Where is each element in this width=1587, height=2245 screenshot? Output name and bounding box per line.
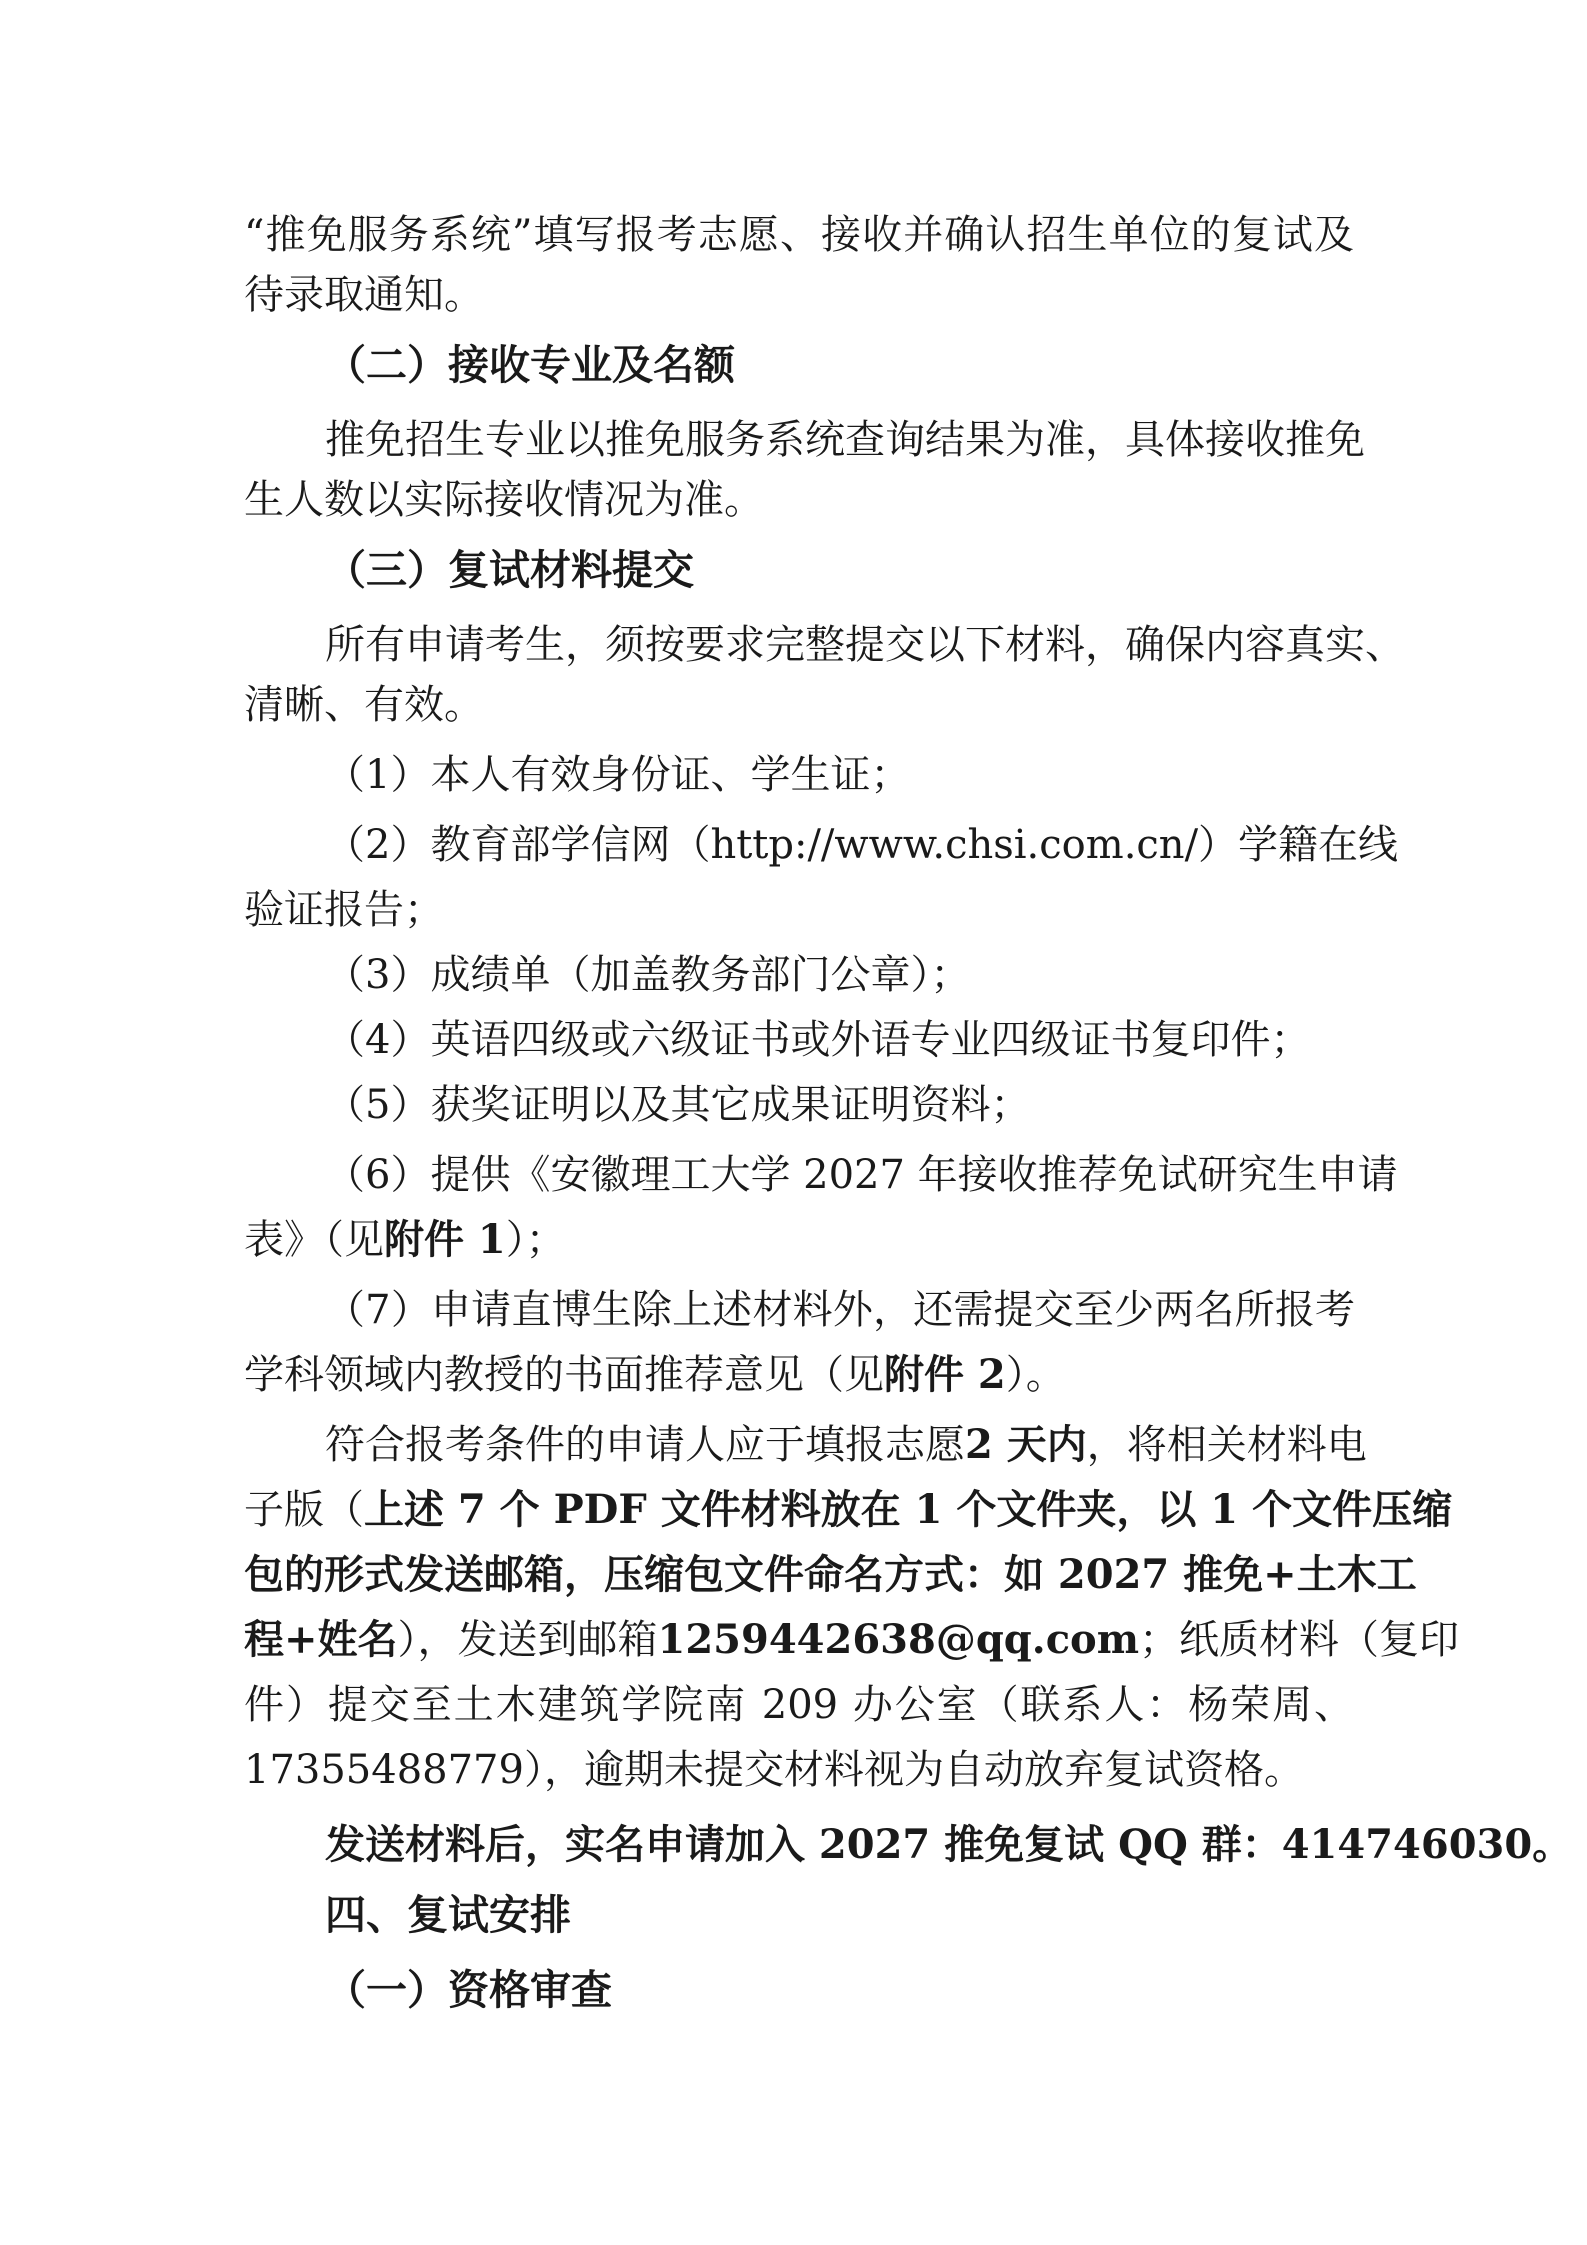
section-heading: （三）复试材料提交: [325, 546, 694, 594]
list-item: （2）教育部学信网（http://www.chsi.com.cn/）学籍在线: [325, 822, 1399, 868]
submission-instructions: 包的形式发送邮箱，压缩包文件命名方式：如 2027 推免+土木工: [244, 1551, 1417, 1598]
paragraph-line: 待录取通知。: [244, 272, 484, 318]
text-run: 学科领域内教授的书面推荐意见（见: [244, 1352, 884, 1398]
list-item-continuation: [244, 1210, 1354, 1270]
list-item: （7）申请直博生除上述材料外，还需提交至少两名所报考: [325, 1287, 1355, 1333]
paragraph-line: “推免服务系统”填写报考志愿、接收并确认招生单位的复试及: [244, 212, 1354, 258]
text-run: 子版（: [244, 1487, 364, 1533]
paragraph-line: [244, 1480, 1453, 1540]
text-run: ；纸质材料（复印: [1139, 1617, 1460, 1663]
paragraph-line: [244, 1610, 1460, 1670]
list-item: （5）获奖证明以及其它成果证明资料；: [325, 1082, 1031, 1128]
paragraph-line: 所有申请考生，须按要求完整提交以下材料，确保内容真实、: [325, 622, 1405, 668]
text-run: 符合报考条件的申请人应于填报志愿: [325, 1422, 965, 1468]
paragraph-line: [325, 1415, 1367, 1475]
qq-group-notice: 发送材料后，实名申请加入 2027 推免复试 QQ 群：414746030。: [325, 1821, 1573, 1868]
section-heading: （二）接收专业及名额: [325, 341, 735, 389]
text-run: ）；: [505, 1217, 566, 1263]
list-item: （3）成绩单（加盖教务部门公章）；: [325, 952, 971, 998]
list-item: （6）提供《安徽理工大学 2027 年接收推荐免试研究生申请: [325, 1152, 1398, 1198]
paragraph-line: 17355488779），逾期未提交材料视为自动放弃复试资格。: [244, 1747, 1304, 1793]
paragraph-line: 件）提交至土木建筑学院南 209 办公室（联系人：杨荣周、: [244, 1682, 1354, 1728]
text-run: ，将相关材料电: [1086, 1422, 1367, 1468]
paragraph-line: 清晰、有效。: [244, 682, 484, 728]
deadline-emphasis: 2 天内: [965, 1421, 1087, 1468]
text-run: ）。: [1005, 1352, 1066, 1398]
attachment-ref: 附件 1: [384, 1216, 506, 1263]
section-heading: 四、复试安排: [325, 1891, 571, 1939]
text-run: 表》（见: [244, 1217, 384, 1263]
list-item: （1）本人有效身份证、学生证；: [325, 752, 911, 798]
text-run: ），发送到邮箱: [397, 1617, 658, 1663]
file-naming: 程+姓名: [244, 1616, 398, 1663]
list-item-continuation: 验证报告；: [244, 887, 444, 933]
paragraph-line: 推免招生专业以推免服务系统查询结果为准，具体接收推免: [325, 417, 1365, 463]
list-item: （4）英语四级或六级证书或外语专业四级证书复印件；: [325, 1017, 1311, 1063]
paragraph-line: 生人数以实际接收情况为准。: [244, 477, 764, 523]
list-item-continuation: [244, 1345, 1354, 1405]
submission-instructions: 上述 7 个 PDF 文件材料放在 1 个文件夹，以 1 个文件压缩: [364, 1486, 1453, 1533]
contact-email: 1259442638@qq.com: [657, 1616, 1140, 1663]
attachment-ref: 附件 2: [884, 1351, 1006, 1398]
section-heading: （一）资格审查: [325, 1966, 612, 2014]
